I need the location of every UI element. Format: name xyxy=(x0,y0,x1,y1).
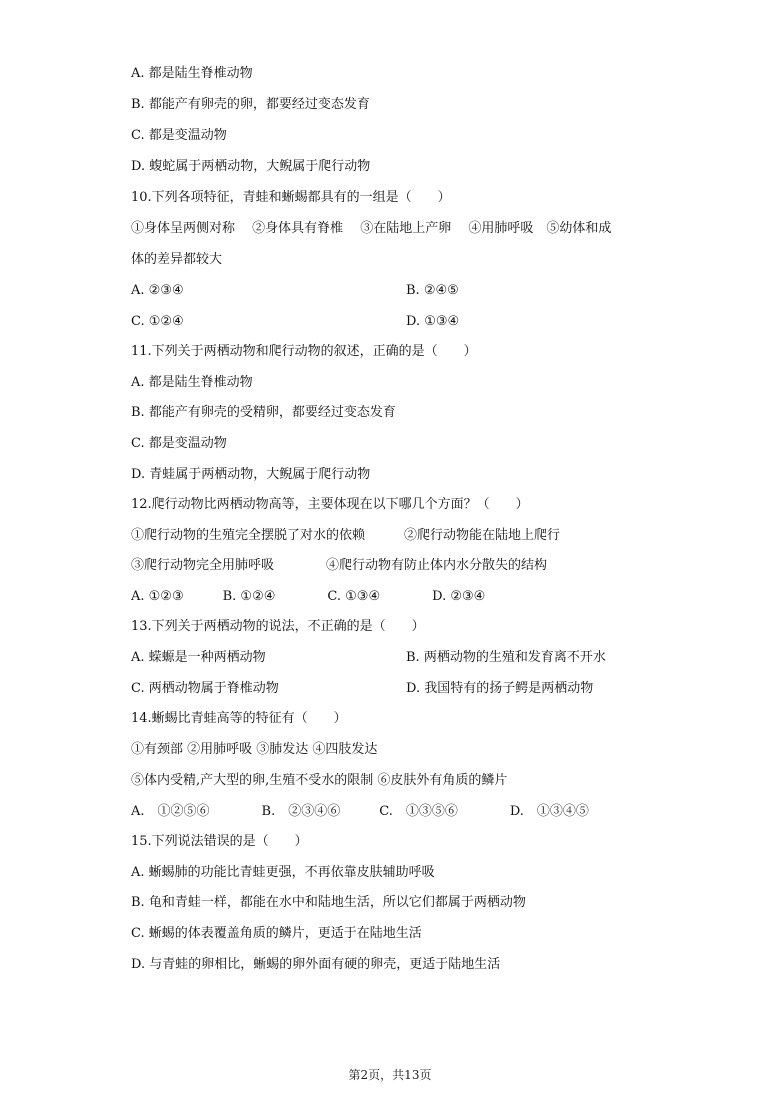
q12-options: A. ①②③ B. ①②④ C. ①③④ D. ②③④ xyxy=(131,589,486,604)
q15-option-d: D. 与青蛙的卵相比，蜥蜴的卵外面有硬的卵壳，更适于陆地生活 xyxy=(131,957,501,972)
q13-option-c: C. 两栖动物属于脊椎动物 xyxy=(131,681,279,696)
q12-items-line2: ③爬行动物完全用肺呼吸 ④爬行动物有防止体内水分散失的结构 xyxy=(131,558,548,573)
q14-stem: 14.蜥蜴比青蛙高等的特征有（ ） xyxy=(131,711,347,726)
q14-options: A. ①②⑤⑥ B. ②③④⑥ C. ①③⑤⑥ D. ①③④⑤ xyxy=(131,804,589,819)
q15-option-c: C. 蜥蜴的体表覆盖角质的鳞片，更适于在陆地生活 xyxy=(131,926,422,941)
q12-stem: 12.爬行动物比两栖动物高等，主要体现在以下哪几个方面？（ ） xyxy=(131,497,529,512)
q12-items-line1: ①爬行动物的生殖完全摆脱了对水的依赖 ②爬行动物能在陆地上爬行 xyxy=(131,528,561,543)
q14-items-line2: ⑤体内受精,产大型的卵,生殖不受水的限制 ⑥皮肤外有角质的鳞片 xyxy=(131,773,508,788)
q9-option-a: A. 都是陆生脊椎动物 xyxy=(131,66,253,81)
q10-items-line2: 体的差异都较大 xyxy=(131,252,223,267)
q9-option-d: D. 蝮蛇属于两栖动物，大鲵属于爬行动物 xyxy=(131,159,371,174)
q10-option-c: C. ①②④ xyxy=(131,314,184,329)
q13-option-b: B. 两栖动物的生殖和发育离不开水 xyxy=(406,650,606,665)
q11-option-d: D. 青蛙属于两栖动物，大鲵属于爬行动物 xyxy=(131,467,371,482)
q10-option-d: D. ①③④ xyxy=(406,314,460,329)
q10-stem: 10.下列各项特征，青蛙和蜥蜴都具有的一组是（ ） xyxy=(131,190,451,205)
q10-option-b: B. ②④⑤ xyxy=(406,283,459,298)
q13-option-d: D. 我国特有的扬子鳄是两栖动物 xyxy=(406,681,594,696)
q15-option-b: B. 龟和青蛙一样，都能在水中和陆地生活，所以它们都属于两栖动物 xyxy=(131,895,526,910)
q15-option-a: A. 蜥蜴肺的功能比青蛙更强，不再依靠皮肤辅助呼吸 xyxy=(131,865,435,880)
q15-stem: 15.下列说法错误的是（ ） xyxy=(131,834,308,849)
q10-items-line1: ①身体呈两侧对称 ②身体具有脊椎 ③在陆地上产卵 ④用肺呼吸 ⑤幼体和成 xyxy=(131,221,612,236)
q10-option-a: A. ②③④ xyxy=(131,283,184,298)
q11-option-a: A. 都是陆生脊椎动物 xyxy=(131,375,253,390)
q9-option-c: C. 都是变温动物 xyxy=(131,128,227,143)
page-footer: 第2页，共13页 xyxy=(348,1068,432,1082)
q11-option-c: C. 都是变温动物 xyxy=(131,436,227,451)
q11-stem: 11.下列关于两栖动物和爬行动物的叙述，正确的是（ ） xyxy=(131,344,477,359)
q11-option-b: B. 都能产有卵壳的受精卵，都要经过变态发育 xyxy=(131,405,396,420)
q9-option-b: B. 都能产有卵壳的卵，都要经过变态发育 xyxy=(131,97,370,112)
q13-option-a: A. 蝾螈是一种两栖动物 xyxy=(131,650,266,665)
q13-stem: 13.下列关于两栖动物的说法，不正确的是（ ） xyxy=(131,619,425,634)
q14-items-line1: ①有颈部 ②用肺呼吸 ③肺发达 ④四肢发达 xyxy=(131,742,378,757)
